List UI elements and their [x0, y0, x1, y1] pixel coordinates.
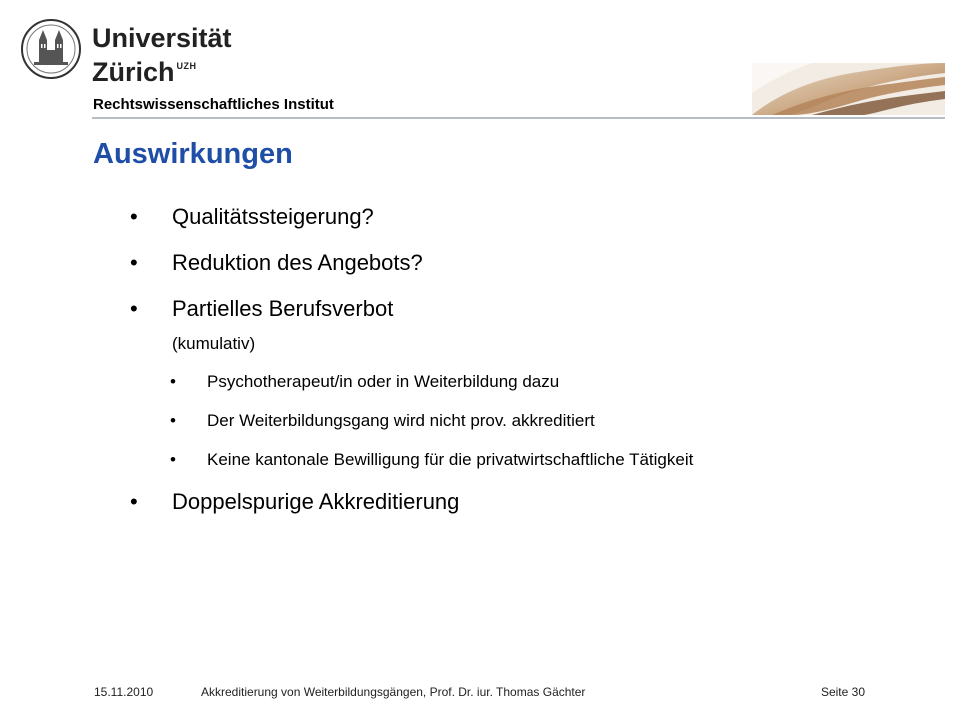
bullet-text: Doppelspurige Akkreditierung: [172, 489, 460, 514]
sub-bullet-item: [130, 410, 930, 449]
footer-presentation-title: Akkreditierung von Weiterbildungsgängen, Prof. Dr. iur. Thomas Gächter: [201, 685, 586, 699]
bullet-icon: •: [130, 250, 138, 275]
university-line2: [92, 52, 232, 86]
sub-bullet-icon: •: [170, 411, 176, 430]
institute-name: Rechtswissenschaftliches Institut: [93, 96, 334, 113]
sub-bullet-text: Keine kantonale Bewilligung für die privatwirtschaftliche Tätigkeit: [207, 450, 694, 469]
university-seal-icon: [20, 18, 82, 80]
sub-bullet-icon: •: [170, 372, 176, 391]
slide-title: Auswirkungen: [93, 138, 293, 170]
sub-bullet-text: Psychotherapeut/in oder in Weiterbildung dazu: [207, 372, 560, 391]
slide-content: [130, 203, 930, 534]
bullet-icon: •: [130, 204, 138, 229]
footer-date: 15.11.2010: [94, 685, 154, 699]
sub-bullet-item: [130, 371, 930, 410]
bullet-icon: •: [130, 296, 138, 321]
bullet-text: Partielles Berufsverbot: [172, 296, 394, 321]
bullet-item: [130, 249, 930, 295]
footer-page-number: Seite 30: [820, 685, 865, 699]
architecture-photo: [752, 63, 945, 115]
bullet-item: [130, 295, 930, 341]
bullet-note: (kumulativ): [172, 334, 256, 353]
university-line2-text: Zürich: [92, 57, 175, 87]
bullet-icon: •: [130, 489, 138, 514]
bullet-text: Reduktion des Angebots?: [172, 250, 423, 275]
header-divider: [92, 117, 945, 119]
university-line1: Universität: [92, 23, 232, 53]
sub-bullet-icon: •: [170, 450, 176, 469]
university-superscript: UZH: [176, 61, 197, 71]
sub-bullet-text: Der Weiterbildungsgang wird nicht prov. akkreditiert: [207, 411, 595, 430]
bullet-item: [130, 203, 930, 249]
university-name: [92, 24, 232, 86]
bullet-item: [130, 488, 930, 534]
bullet-text: Qualitätssteigerung?: [172, 204, 374, 229]
sub-bullet-item: [130, 449, 930, 488]
